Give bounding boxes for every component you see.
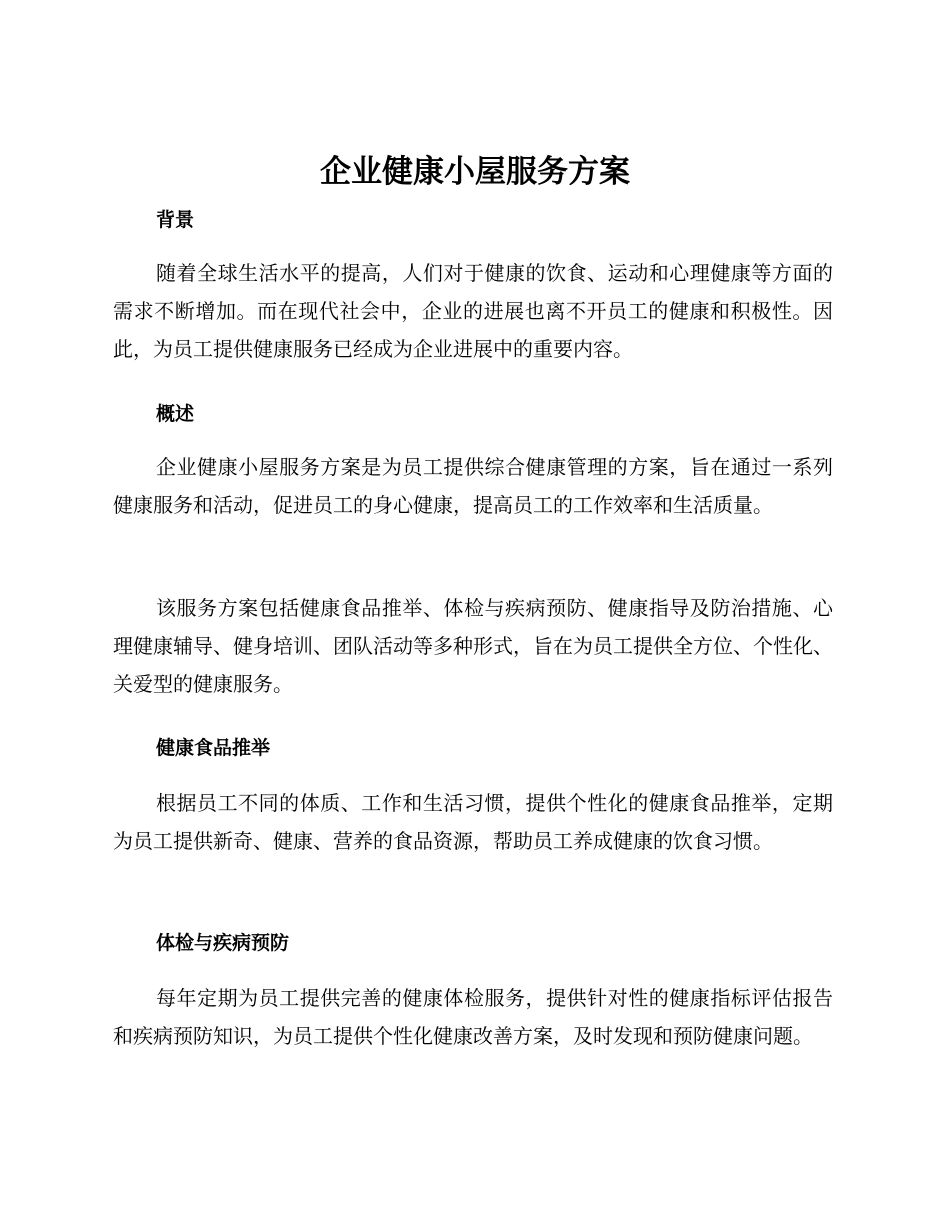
- section-heading-checkup: 体检与疾病预防: [156, 932, 290, 954]
- paragraph-overview-1: 企业健康小屋服务方案是为员工提供综合健康管理的方案，旨在通过一系列健康服务和活动，促进员工的身心健康，提高员工的工作效率和生活质量。: [113, 455, 833, 517]
- paragraph-overview-2: 该服务方案包括健康食品推举、体检与疾病预防、健康指导及防治措施、心理健康辅导、健身培训、团队活动等多种形式，旨在为员工提供全方位、个性化、关爱型的健康服务。: [113, 596, 833, 696]
- paragraph-background: 随着全球生活水平的提高，人们对于健康的饮食、运动和心理健康等方面的需求不断增加。而在现代社会中，企业的进展也离不开员工的健康和积极性。因此，为员工提供健康服务已经成为企业进展中的重要内容。: [113, 261, 833, 361]
- section-heading-overview: 概述: [156, 403, 195, 425]
- section-heading-healthy-food: 健康食品推举: [156, 737, 271, 759]
- paragraph-checkup: 每年定期为员工提供完善的健康体检服务，提供针对性的健康指标评估报告和疾病预防知识，为员工提供个性化健康改善方案，及时发现和预防健康问题。: [113, 986, 833, 1048]
- document-title: 企业健康小屋服务方案: [320, 154, 630, 190]
- paragraph-healthy-food: 根据员工不同的体质、工作和生活习惯，提供个性化的健康食品推举，定期为员工提供新奇、健康、营养的食品资源，帮助员工养成健康的饮食习惯。: [113, 791, 833, 853]
- section-heading-background: 背景: [156, 209, 195, 231]
